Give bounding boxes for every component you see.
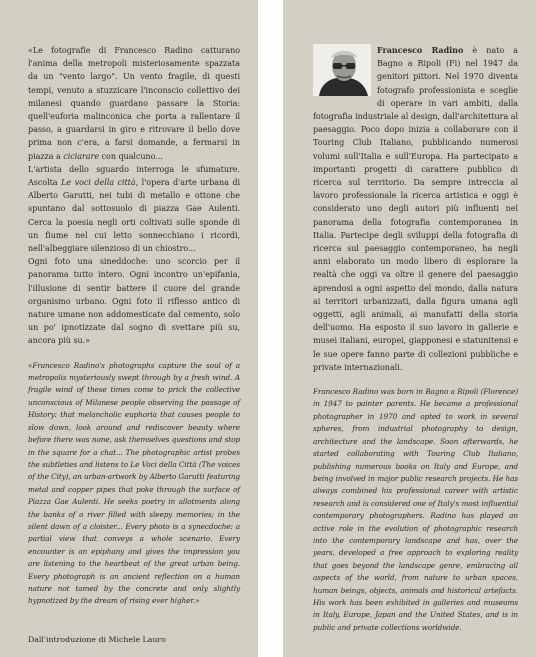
italian-intro-text-end: con qualcuno... xyxy=(101,151,163,161)
author-portrait xyxy=(313,44,371,96)
italian-bio-text: è nato a Bagno a Ripoli (Fi) nel 1947 da genitori pittori. Nel 1970 diventa fotografo professionista e sceglie di operare in vari ambiti, dalla fotografia industriale al design, dall'architettura al paesaggio. Poco dopo inizia a collaborare con il Touring Club Italiano, pubblicando numerosi volumi sull'Italia e sull'Europa. Ha partecipato a importanti progetti di carattere pubblico di ricerca sul territorio. Da sempre intreccia al lavoro professionale la ricerca artistica e oggi è considerato uno degli autori più influenti nel panorama della fotografia contemporanea in Italia. Partecipe degli sviluppi della fotografia di ricerca sul paesaggio contemporaneo, ha negli anni elaborato un modo libero di esplorare la realtà che oggi va oltre il genere del paesaggio aprendosi a ogni aspetto del mondo, dalla natura ai territori urbanizzati, dalla figura umana agli oggetti, agli animali, ai manufatti della storia dell'uomo. Ha esposto il suo lavoro in gallerie e musei italiani, europei, giapponesi e statunitensi e le sue opere fanno parte di collezioni pubbliche e private internazionali. xyxy=(313,46,518,372)
italian-paragraph-3: Ogni foto una sineddoche: uno scorcio per il panorama tutto intero. Ogni incontro un'epifania, l'illusione di sentir battere il cuore del grande organismo urbano. Ogni foto il riflesso antico di nature umane non addomesticate dal cemento, solo un po' ipnotizzate dal sogno di svettare più su, ancora più su.» xyxy=(28,257,240,346)
italian-p2-text-end: , l'opera d'arte urbana di Alberto Garutti, nei tubi di metallo e ottone che spuntano dal sottosuolo di piazza Gae Aulenti. Cerca la poesia negli orti coltivati sulle sponde di un fiume nel cui letto sonnecchiano i ricordi, nell'albeggiare silenzioso di un chiostro... xyxy=(28,178,240,254)
italian-biography xyxy=(313,44,518,374)
italian-intro-paragraph xyxy=(28,44,240,163)
italian-intro-emphasis: ciciarare xyxy=(63,151,100,161)
english-bio-paragraph: Francesco Radino was born in Bagno a Ripoli (Florence) in 1947 to painter parents. He became a professional photographer in 1970 and opted to work in several spheres, from industrial photography to design, architecture and the landscape. Soon afterwards, he started collaborating with Touring Club Italiano, publishing numerous books on Italy and Europe, and being involved in major public research projects. He has always combined his professional career with artistic research and is considered one of Italy's most influential contemporary photographers. Radino has played an active role in the evolution of photographic research into the contemporary landscape and has, over the years, developed a free approach to exploring reality that goes beyond the landscape genre, embracing all aspects of the world, from nature to urban spaces, human beings, objects, animals and historical artefacts. His work has been exhibited in galleries and museums in Italy, Europe, Japan and the United States, and is in public and private collections worldwide. xyxy=(313,387,518,632)
italian-intro-text: «Le fotografie di Francesco Radino catturano l'anima della metropoli misteriosamente spazzata da un "vento largo". Un vento fragile, di questi tempi, venuto a stuzzicare l'inconscio collettivo dei milanesi quando guardano passare la Storia: quell'euforia malinconica che porta a rallentare il passo, a guardarsi in giro e ritrovare il bello dove prima non c'era, a farsi domande, a fermarsi in piazza a xyxy=(28,46,240,161)
italian-p2-text: L'artista dello sguardo interroga le sfumature. Ascolta xyxy=(28,164,240,188)
italian-paragraph-2 xyxy=(28,163,240,255)
english-introduction xyxy=(28,360,240,608)
english-biography xyxy=(313,386,518,634)
introduction-credit: Dall'introduzione di Michele Lauro xyxy=(28,634,166,644)
right-flap xyxy=(283,0,536,657)
author-name: Francesco Radino xyxy=(377,45,464,55)
author-portrait-image xyxy=(313,44,371,96)
english-intro-paragraph: «Francesco Radino's photographs capture the soul of a metropolis mysteriously swept through by a fresh wind. A fragile wind of these times come to prick the collective unconscious of Milanese people observing the passage of History: that melancholic euphoria that causes people to slow down, look around and rediscover beauty where before there was none, ask themselves questions and stop in the square for a chat... The photographic artist probes the subtleties and listens to Le Voci della Città (The voices of the City), an urban-artwork by Alberto Garutti featuring metal and copper pipes that poke through the surface of Piazza Gae Aulenti. He seeks poetry in allotments along the banks of a river filled with sleepy memories; in the silent dawn of a cloister... Every photo is a synecdoche: a partial view that conveys a whole scenario. Every encounter is an epiphany and gives the impression you are listening to the heartbeat of the great urban being. Every photograph is an ancient reflection on a human nature not tamed by the concrete and only slightly hypnotized by the dream of rising ever higher.» xyxy=(28,360,240,606)
italian-introduction xyxy=(28,44,240,348)
left-flap xyxy=(0,0,258,657)
italian-p2-emphasis: Le voci della città xyxy=(61,178,136,188)
